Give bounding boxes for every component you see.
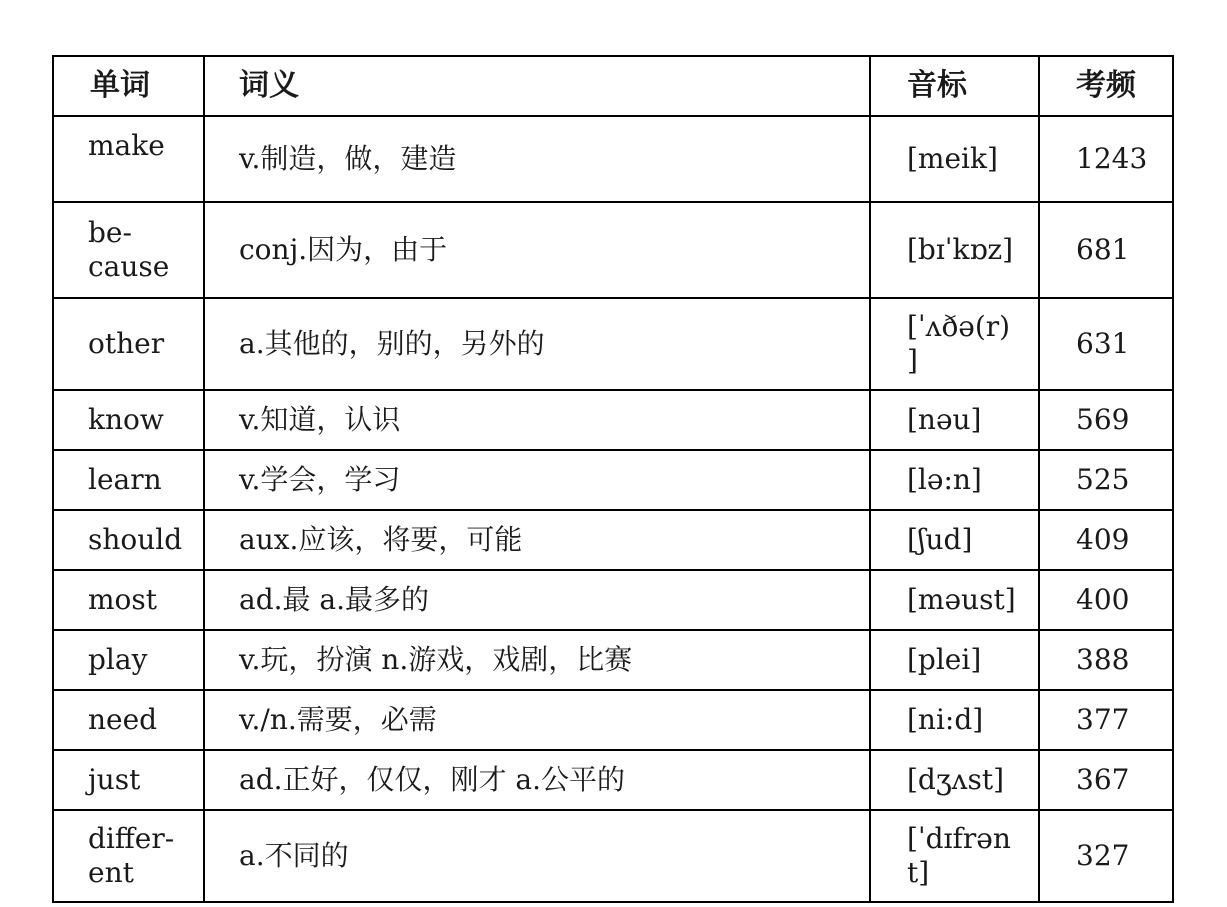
frequency-cell xyxy=(1039,630,1173,690)
meaning-cell-text: v.制造，做，建造 xyxy=(239,142,457,175)
header-meaning: 词义 xyxy=(204,56,870,116)
meaning-cell-text: a.其他的，别的，另外的 xyxy=(239,327,545,360)
word-cell-text: most xyxy=(88,583,158,616)
phonetic-cell xyxy=(870,570,1039,630)
meaning-cell-text: aux.应该，将要，可能 xyxy=(239,523,523,556)
frequency-cell xyxy=(1039,690,1173,750)
meaning-cell-text: ad.最 a.最多的 xyxy=(239,583,430,616)
word-cell xyxy=(53,750,204,810)
word-cell-text: just xyxy=(88,763,141,796)
frequency-cell xyxy=(1039,298,1173,390)
vocabulary-table xyxy=(52,55,1174,903)
phonetic-cell-text: [dʒʌst] xyxy=(907,763,1005,796)
word-cell-text: play xyxy=(88,643,148,676)
word-cell-text: be- cause xyxy=(88,216,170,283)
phonetic-cell xyxy=(870,690,1039,750)
frequency-cell-text: 1243 xyxy=(1076,142,1148,175)
word-cell-text: other xyxy=(88,327,165,360)
frequency-cell xyxy=(1039,450,1173,510)
table-row xyxy=(53,510,1173,570)
phonetic-cell-text: [ʃud] xyxy=(907,523,973,556)
frequency-cell xyxy=(1039,570,1173,630)
phonetic-cell xyxy=(870,450,1039,510)
word-cell-text: learn xyxy=(88,463,162,496)
table-row xyxy=(53,810,1173,902)
frequency-cell xyxy=(1039,510,1173,570)
phonetic-cell-text: [bɪˈkɒz] xyxy=(907,233,1014,266)
phonetic-cell xyxy=(870,298,1039,390)
table-row xyxy=(53,630,1173,690)
word-cell xyxy=(53,116,204,202)
frequency-cell xyxy=(1039,750,1173,810)
word-cell xyxy=(53,810,204,902)
phonetic-cell-text: [meik] xyxy=(907,142,998,175)
phonetic-cell-text: [məust] xyxy=(907,583,1016,616)
header-word: 单词 xyxy=(53,56,204,116)
table-header-row xyxy=(53,56,1173,116)
frequency-cell xyxy=(1039,390,1173,450)
word-cell xyxy=(53,390,204,450)
phonetic-cell-text: [ni:d] xyxy=(907,703,984,736)
meaning-cell xyxy=(204,116,870,202)
table-row xyxy=(53,750,1173,810)
table-row xyxy=(53,690,1173,750)
word-cell xyxy=(53,630,204,690)
frequency-cell-text: 525 xyxy=(1076,463,1130,496)
frequency-cell-text: 400 xyxy=(1076,583,1130,616)
frequency-cell-text: 569 xyxy=(1076,403,1130,436)
word-cell xyxy=(53,202,204,298)
meaning-cell-text: conj.因为，由于 xyxy=(239,233,448,266)
meaning-cell-text: v.玩，扮演 n.游戏，戏剧，比赛 xyxy=(239,643,633,676)
phonetic-cell xyxy=(870,750,1039,810)
word-cell xyxy=(53,450,204,510)
word-cell xyxy=(53,298,204,390)
frequency-cell xyxy=(1039,810,1173,902)
meaning-cell xyxy=(204,202,870,298)
phonetic-cell xyxy=(870,630,1039,690)
phonetic-cell xyxy=(870,810,1039,902)
meaning-cell xyxy=(204,510,870,570)
word-cell-text: should xyxy=(88,523,183,556)
phonetic-cell xyxy=(870,202,1039,298)
phonetic-cell-text: [plei] xyxy=(907,643,982,676)
meaning-cell xyxy=(204,750,870,810)
word-cell xyxy=(53,510,204,570)
phonetic-cell xyxy=(870,510,1039,570)
meaning-cell-text: v.学会，学习 xyxy=(239,463,401,496)
phonetic-cell xyxy=(870,116,1039,202)
frequency-cell xyxy=(1039,202,1173,298)
phonetic-cell-text: [ˈdɪfrən t] xyxy=(907,822,1011,889)
frequency-cell-text: 367 xyxy=(1076,763,1130,796)
meaning-cell xyxy=(204,390,870,450)
meaning-cell xyxy=(204,630,870,690)
phonetic-cell-text: [ˈʌðə(r) ] xyxy=(907,310,1011,377)
meaning-cell-text: ad.正好，仅仅，刚才 a.公平的 xyxy=(239,763,626,796)
word-cell-text: make xyxy=(88,129,165,162)
meaning-cell xyxy=(204,450,870,510)
table-row xyxy=(53,202,1173,298)
frequency-cell-text: 377 xyxy=(1076,703,1130,736)
frequency-cell-text: 681 xyxy=(1076,233,1130,266)
word-cell-text: need xyxy=(88,703,158,736)
phonetic-cell xyxy=(870,390,1039,450)
meaning-cell xyxy=(204,298,870,390)
table-row xyxy=(53,390,1173,450)
meaning-cell-text: v./n.需要，必需 xyxy=(239,703,437,736)
header-frequency: 考频 xyxy=(1039,56,1173,116)
table-row xyxy=(53,450,1173,510)
header-phonetic: 音标 xyxy=(870,56,1039,116)
word-cell xyxy=(53,690,204,750)
frequency-cell-text: 327 xyxy=(1076,839,1130,872)
table-row xyxy=(53,570,1173,630)
frequency-cell-text: 631 xyxy=(1076,327,1130,360)
frequency-cell-text: 388 xyxy=(1076,643,1130,676)
meaning-cell-text: v.知道，认识 xyxy=(239,403,401,436)
phonetic-cell-text: [nəu] xyxy=(907,403,982,436)
meaning-cell-text: a.不同的 xyxy=(239,839,349,872)
word-cell-text: know xyxy=(88,403,164,436)
table-row xyxy=(53,298,1173,390)
meaning-cell xyxy=(204,810,870,902)
table-row xyxy=(53,116,1173,202)
frequency-cell-text: 409 xyxy=(1076,523,1130,556)
word-cell-text: differ- ent xyxy=(88,822,175,889)
phonetic-cell-text: [lə:n] xyxy=(907,463,982,496)
meaning-cell xyxy=(204,570,870,630)
frequency-cell xyxy=(1039,116,1173,202)
meaning-cell xyxy=(204,690,870,750)
word-cell xyxy=(53,570,204,630)
